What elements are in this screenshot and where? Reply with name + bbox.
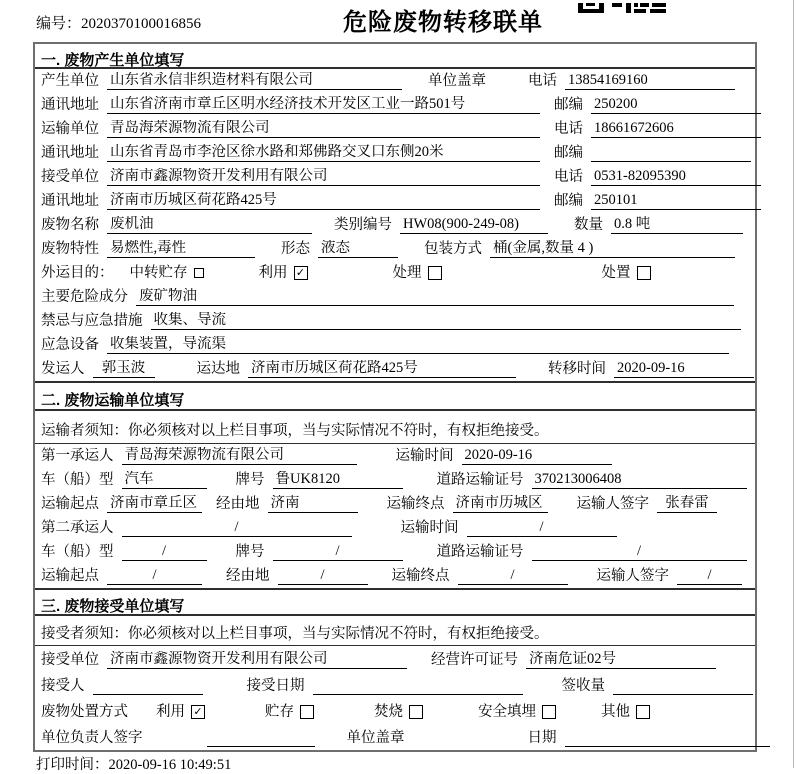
purpose-dispose-group — [602, 265, 651, 282]
serial-value: 2020370100016856 — [81, 16, 202, 32]
producer-phone-value: 13854169160 — [565, 72, 735, 90]
waste-property-label: 废物特性 — [41, 241, 99, 257]
disposal-other-checkbox — [636, 705, 650, 719]
page-edge-line — [793, 0, 794, 768]
category-code-value: HW08(900-249-08) — [400, 216, 548, 234]
manager-sign-value — [207, 730, 315, 747]
manager-sign-label: 单位负责人签字 — [41, 730, 143, 746]
form-row — [35, 333, 755, 357]
disposal-method-label: 废物处置方式 — [41, 704, 128, 720]
purpose-transit-storage-group — [130, 265, 204, 282]
disposal-storage-checkbox — [300, 705, 314, 719]
consignor-label: 发运人 — [41, 361, 85, 377]
taboo-measures-value: 收集、导流 — [151, 312, 742, 330]
page-title: 危险废物转移联单 — [343, 9, 543, 36]
via2-label: 经由地 — [226, 568, 270, 584]
vehicle-type2-value: / — [122, 543, 207, 561]
disposal-incinerate-checkbox — [409, 705, 423, 719]
purpose-utilize-label: 利用 — [258, 265, 288, 281]
quantity-label: 数量 — [574, 217, 603, 233]
taboo-measures-label: 禁忌与应急措施 — [41, 313, 143, 329]
form-row — [35, 141, 755, 165]
form-row — [35, 444, 755, 468]
form-row — [35, 189, 755, 213]
section-3-note: 接受者须知：你必须核对以上栏目事项，当与实际情况不符时，有权拒绝接受。 — [35, 616, 755, 646]
origin2-value: / — [107, 567, 202, 585]
waste-name-value: 废机油 — [107, 216, 312, 234]
disposal-utilize-group — [156, 704, 205, 721]
disposal-storage-group — [265, 704, 314, 721]
form-row — [35, 646, 755, 672]
form-row — [35, 285, 755, 309]
date-label: 日期 — [527, 730, 557, 746]
packaging-value: 桶(金属,数量 4 ) — [490, 240, 735, 258]
form-label: 形态 — [281, 241, 310, 257]
receiver-zip-label: 邮编 — [554, 193, 583, 209]
disposal-landfill-checkbox — [542, 705, 556, 719]
receive-date-value — [313, 678, 523, 695]
disposal-incinerate-group — [374, 704, 423, 721]
form-value: 液态 — [318, 240, 398, 258]
first-carrier-value: 青岛海荣源物流有限公司 — [122, 447, 357, 465]
quantity-value: 0.8 吨 — [611, 216, 743, 234]
transport-date1-label: 运输时间 — [395, 448, 454, 464]
form-row — [35, 213, 755, 237]
transport-unit-value: 青岛海荣源物流有限公司 — [107, 120, 540, 138]
producer-unit-value: 山东省永信非织造材料有限公司 — [107, 72, 402, 90]
via1-label: 经由地 — [216, 496, 260, 512]
purpose-dispose-label: 处置 — [601, 265, 631, 281]
terminal2-label: 运输终点 — [391, 568, 450, 584]
purpose-treat-checkbox — [428, 266, 442, 280]
date-value — [565, 730, 770, 747]
sign-quantity-label: 签收量 — [561, 678, 605, 694]
form-row — [35, 724, 755, 750]
plate2-label: 牌号 — [235, 544, 265, 560]
form-row — [35, 540, 755, 564]
form-row — [35, 516, 755, 540]
purpose-utilize-group — [259, 265, 308, 282]
receiver-phone-label: 电话 — [554, 169, 583, 185]
packaging-label: 包装方式 — [424, 241, 482, 257]
receiver-unit-label: 接受单位 — [41, 169, 99, 185]
form-row — [35, 117, 755, 141]
section-3 — [35, 588, 755, 750]
unit-seal-label: 单位盖章 — [428, 73, 486, 89]
receive-unit-label: 接受单位 — [41, 652, 99, 668]
form-row — [35, 357, 755, 381]
vehicle-type1-value: 汽车 — [122, 471, 207, 489]
license-no-label: 经营许可证号 — [431, 652, 518, 668]
carrier-sign1-label: 运输人签字 — [576, 496, 649, 512]
transport-phone-label: 电话 — [554, 121, 583, 137]
section-3-title: 三. 废物接受单位填写 — [35, 590, 755, 616]
section-1-title: 一. 废物产生单位填写 — [35, 44, 755, 69]
origin2-label: 运输起点 — [41, 568, 99, 584]
transport-address-label: 通讯地址 — [41, 145, 99, 161]
section-2 — [35, 381, 755, 588]
transport-address-value: 山东省青岛市李沧区徐水路和郑佛路交叉口东侧20米 — [107, 144, 540, 162]
purpose-treat-label: 处理 — [392, 265, 422, 281]
transfer-purpose-label: 外运目的： — [41, 265, 114, 281]
section-2-note: 运输者须知：你必须核对以上栏目事项，当与实际情况不符时，有权拒绝接受。 — [35, 411, 755, 444]
via2-value: / — [278, 567, 368, 585]
receiver-phone-value: 0531-82095390 — [591, 168, 761, 186]
road-permit1-label: 道路运输证号 — [436, 472, 524, 488]
via1-value: 济南 — [268, 495, 358, 513]
category-code-label: 类别编号 — [334, 217, 392, 233]
transport-date2-value: / — [467, 519, 617, 537]
main-hazard-label: 主要危险成分 — [41, 289, 128, 305]
disposal-landfill-group — [478, 704, 556, 721]
transfer-date-value: 2020-09-16 — [614, 360, 754, 378]
transport-unit-label: 运输单位 — [41, 121, 99, 137]
transfer-date-label: 转移时间 — [548, 361, 606, 377]
terminal1-label: 运输终点 — [386, 496, 445, 512]
unit-seal2-label: 单位盖章 — [346, 730, 405, 746]
form-row — [35, 672, 755, 698]
main-hazard-value: 废矿物油 — [136, 288, 734, 306]
transport-zip-label: 邮编 — [554, 145, 583, 161]
purpose-treat-group — [393, 265, 442, 282]
waste-name-label: 废物名称 — [41, 217, 99, 233]
vehicle-type2-label: 车（船）型 — [41, 544, 114, 560]
first-carrier-label: 第一承运人 — [41, 448, 114, 464]
plate1-label: 牌号 — [235, 472, 265, 488]
producer-address-label: 通讯地址 — [41, 97, 99, 113]
second-carrier-value: / — [122, 519, 352, 537]
form-row — [35, 698, 755, 724]
transport-phone-value: 18661672606 — [591, 120, 761, 138]
qr-code-icon — [578, 3, 666, 13]
road-permit2-label: 道路运输证号 — [436, 544, 524, 560]
form-row — [35, 261, 755, 285]
terminal2-value: / — [458, 567, 568, 585]
receiver-person-label: 接受人 — [41, 678, 85, 694]
receiver-address-value: 济南市历城区荷花路425号 — [107, 192, 540, 210]
disposal-landfill-label: 安全填埋 — [478, 704, 536, 720]
print-time-value: 2020-09-16 10:49:51 — [108, 757, 232, 773]
sign-quantity-value — [613, 678, 753, 695]
transport-date2-label: 运输时间 — [400, 520, 459, 536]
form-row — [35, 237, 755, 261]
destination-label: 运达地 — [196, 361, 240, 377]
transport-date1-value: 2020-09-16 — [462, 447, 612, 465]
origin1-value: 济南市章丘区 — [107, 495, 202, 513]
consignor-value: 郭玉波 — [93, 360, 155, 378]
producer-zip-value: 250200 — [591, 96, 761, 114]
emergency-equipment-value: 收集装置，导流渠 — [107, 336, 729, 354]
receive-unit-value: 济南市鑫源物资开发利用有限公司 — [107, 651, 407, 669]
producer-address-value: 山东省济南市章丘区明水经济技术开发区工业一路501号 — [107, 96, 540, 114]
form-row — [35, 468, 755, 492]
section-1 — [35, 44, 755, 381]
purpose-transit-storage-label: 中转贮存 — [129, 265, 188, 281]
producer-unit-label: 产生单位 — [41, 73, 99, 89]
producer-zip-label: 邮编 — [554, 97, 583, 113]
form-row — [35, 309, 755, 333]
form-row — [35, 93, 755, 117]
qr-code-fragment — [578, 0, 666, 18]
purpose-dispose-checkbox — [637, 266, 651, 280]
section-2-title: 二. 废物运输单位填写 — [35, 383, 755, 411]
road-permit2-value: / — [532, 543, 747, 561]
carrier-sign2-label: 运输人签字 — [596, 568, 669, 584]
disposal-incinerate-label: 焚烧 — [374, 704, 403, 720]
disposal-other-label: 其他 — [601, 704, 630, 720]
plate2-value: / — [273, 543, 403, 561]
receiver-zip-value: 250101 — [591, 192, 761, 210]
form-row — [35, 165, 755, 189]
serial-label: 编号： — [36, 16, 82, 32]
producer-phone-label: 电话 — [528, 73, 557, 89]
plate1-value: 鲁UK8120 — [273, 471, 403, 489]
receive-date-label: 接受日期 — [246, 678, 305, 694]
second-carrier-label: 第二承运人 — [41, 520, 114, 536]
form-row — [35, 492, 755, 516]
print-time-label: 打印时间： — [36, 757, 109, 773]
disposal-utilize-checkbox: ✓ — [191, 705, 205, 719]
origin1-label: 运输起点 — [41, 496, 99, 512]
form-row — [35, 564, 755, 588]
carrier-sign2-value: / — [677, 567, 742, 585]
print-time-line — [36, 753, 231, 774]
transport-zip-value — [591, 145, 751, 162]
license-no-value: 济南危证02号 — [526, 651, 716, 669]
receiver-address-label: 通讯地址 — [41, 193, 99, 209]
purpose-utilize-checkbox: ✓ — [294, 266, 308, 280]
terminal1-value: 济南市历城区 — [453, 495, 548, 513]
disposal-storage-label: 贮存 — [265, 704, 294, 720]
purpose-transit-storage-checkbox — [194, 268, 204, 278]
disposal-other-group — [601, 704, 650, 721]
receiver-unit-value: 济南市鑫源物资开发利用有限公司 — [107, 168, 540, 186]
emergency-equipment-label: 应急设备 — [41, 337, 99, 353]
road-permit1-value: 370213006408 — [532, 471, 747, 489]
manifest-table — [33, 42, 757, 752]
vehicle-type1-label: 车（船）型 — [41, 472, 114, 488]
form-row — [35, 69, 755, 93]
waste-property-value: 易燃性,毒性 — [107, 240, 255, 258]
receiver-person-value — [93, 678, 203, 695]
carrier-sign1-value: 张春雷 — [657, 495, 717, 513]
disposal-utilize-label: 利用 — [156, 704, 185, 720]
destination-value: 济南市历城区荷花路425号 — [248, 360, 516, 378]
